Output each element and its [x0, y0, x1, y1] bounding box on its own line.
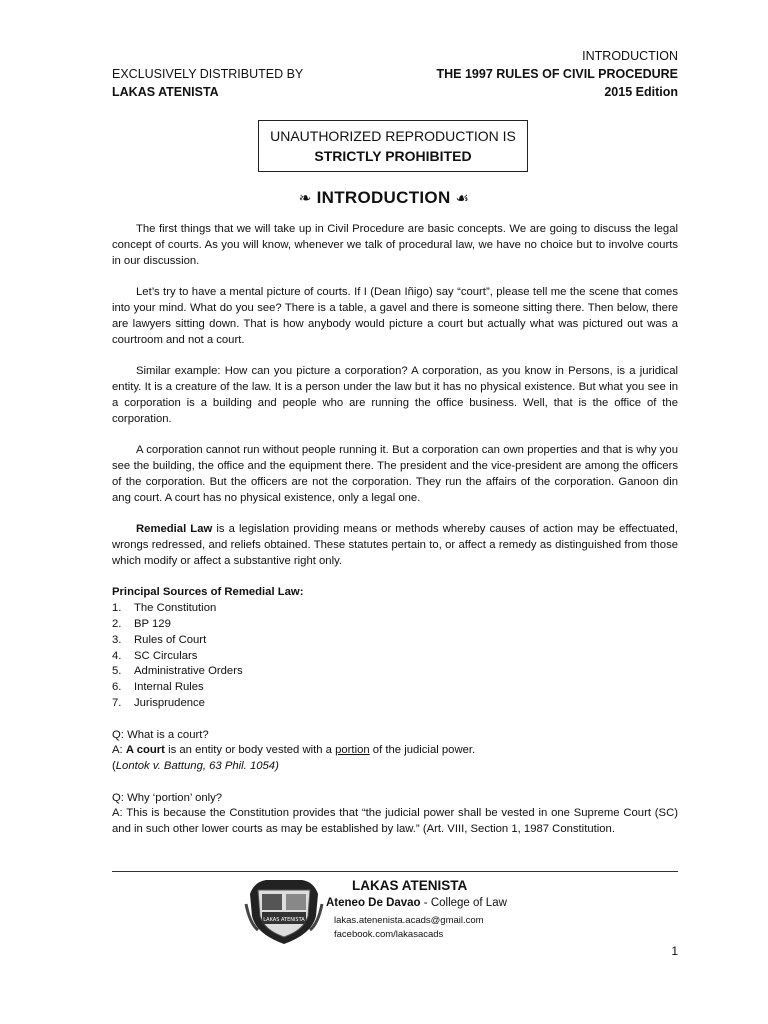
list-text: Rules of Court [134, 633, 207, 646]
list-item [112, 601, 678, 617]
list-number: 6. [112, 681, 122, 694]
answer-term: A court [125, 744, 165, 757]
list-number: 3. [112, 633, 122, 646]
list-text: The Constitution [134, 602, 217, 615]
book-title: THE 1997 RULES OF CIVIL PROCEDURE [436, 67, 678, 81]
sources-list [112, 601, 678, 712]
citation-text: Lontok v. Battung, 63 Phil. 1054) [115, 760, 279, 773]
list-number: 5. [112, 665, 122, 678]
citation-open: ( [112, 760, 116, 773]
list-number: 1. [112, 602, 122, 615]
distributor-name: LAKAS ATENISTA [112, 85, 219, 99]
page-title [0, 188, 768, 208]
header-right [437, 47, 679, 101]
remedial-law-definition: is a legislation providing means or methods whereby causes of action may be effectuated, wrongs redressed, and reliefs obtained. These statutes pertain to, or affect a remedy as distinguished from those which modify or affect a substantive right only. [112, 523, 678, 567]
footer-school [326, 897, 507, 909]
citation [112, 759, 678, 775]
page-number: 1 [671, 944, 678, 958]
answer: A: This is because the Constitution provides that “the judicial power shall be vested in one Supreme Court (SC) and in such other lower courts as may be established by law.” (Art. VIII, Section 1, 1987 Constitution. [112, 807, 678, 836]
footer-email: lakas.atenenista.acads@gmail.com [334, 915, 484, 926]
section-label: INTRODUCTION [582, 49, 678, 63]
footer-facebook: facebook.com/lakasacads [334, 929, 444, 940]
document-body [112, 222, 678, 854]
list-item [112, 617, 678, 633]
answer-end: of the judicial power. [369, 744, 476, 757]
list-text: Internal Rules [134, 681, 204, 694]
remedial-law-paragraph [112, 522, 678, 569]
warning-line-1: UNAUTHORIZED REPRODUCTION IS [270, 128, 516, 144]
list-number: 7. [112, 696, 122, 709]
list-number: 2. [112, 617, 122, 630]
qa-block-1 [112, 728, 678, 775]
qa-block-2 [112, 791, 678, 838]
list-text: Jurisprudence [134, 696, 205, 709]
list-text: SC Circulars [134, 649, 198, 662]
list-text: BP 129 [134, 617, 171, 630]
answer-prefix: A: [112, 744, 126, 757]
header-left [112, 65, 303, 101]
question: Q: What is a court? [112, 728, 209, 741]
title-text: INTRODUCTION [316, 188, 451, 207]
paragraph: The first things that we will take up in Civil Procedure are basic concepts. We are going to discuss the legal concept of courts. As you will know, whenever we talk of procedural law, we have no choice but to involve courts in our discussion. [112, 223, 678, 267]
list-item [112, 664, 678, 680]
sources-heading: Principal Sources of Remedial Law: [112, 586, 304, 599]
school-name: Ateneo De Davao [326, 897, 421, 909]
list-item [112, 696, 678, 712]
paragraph: A corporation cannot run without people running it. But a corporation can own properties and that is why you see the building, the office and the equipment there. The president and the vice-president are among the officers of the corporation. But the officers are not the corporation. They run the affairs of the corporation. Ganoon din ang court. A court has no physical existence, only a legal one. [112, 444, 678, 504]
paragraph: Similar example: How can you picture a corporation? A corporation, as you know in Persons, is a juridical entity. It is a creature of the law. It is a person under the law but it has no physical existence. But what you see in a corporation is a building and people who are running the office business. Well, that is the office of the corporation. [112, 365, 678, 425]
seal-text: LAKAS ATENISTA [263, 917, 305, 923]
school-college: - College of Law [420, 897, 507, 909]
right-ornament-icon: ☙ [455, 190, 470, 207]
question: Q: Why ‘portion’ only? [112, 791, 223, 804]
edition-label: 2015 Edition [604, 85, 678, 99]
left-ornament-icon: ❧ [298, 190, 312, 207]
reproduction-warning-box [258, 120, 528, 172]
list-item [112, 649, 678, 665]
list-item [112, 633, 678, 649]
answer-underlined: portion [335, 744, 370, 757]
list-item [112, 680, 678, 696]
lakas-atenista-seal-icon [244, 874, 324, 948]
warning-line-2: STRICTLY PROHIBITED [314, 148, 472, 164]
list-text: Administrative Orders [134, 665, 243, 678]
list-number: 4. [112, 649, 122, 662]
answer-mid: is an entity or body vested with a [164, 744, 336, 757]
paragraph: Let’s try to have a mental picture of courts. If I (Dean Iñigo) say “court”, please tell me the scene that comes into your mind. What do you see? There is a table, a gavel and there is someone sitting there. Then below, there are lawyers sitting down. That is how anybody would picture a court but actually what was pictured out was a courtroom and not a court. [112, 286, 678, 346]
footer-org-name: LAKAS ATENISTA [352, 878, 468, 893]
answer [112, 743, 678, 759]
remedial-law-term: Remedial Law [136, 523, 213, 536]
footer-divider [112, 871, 678, 872]
distributed-by-label: EXCLUSIVELY DISTRIBUTED BY [112, 67, 304, 81]
